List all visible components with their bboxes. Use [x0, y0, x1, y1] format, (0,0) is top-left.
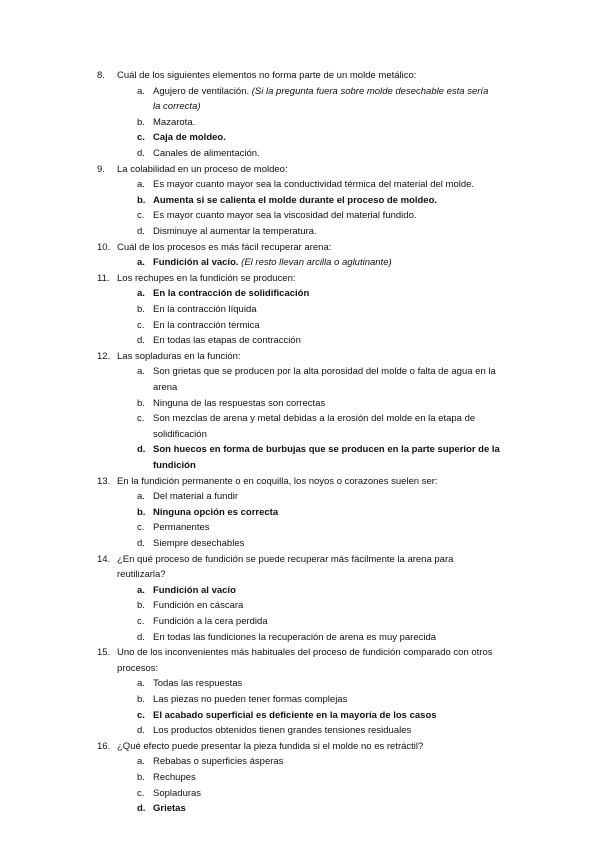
question-number: 14. [97, 553, 111, 565]
option-text: Fundición en cáscara [153, 600, 244, 612]
option-text: Los productos obtenidos tienen grandes tensiones residuales [153, 725, 412, 737]
option-letter: c. [137, 522, 145, 534]
option-line [153, 148, 260, 159]
option-text: En la contracción de solidificación [153, 288, 310, 300]
option-text: El acabado superficial es deficiente en la mayoría de los casos [153, 709, 437, 721]
question-number: 10. [97, 241, 111, 253]
option-text: fundición [153, 460, 196, 471]
option-text: Agujero de ventilación. [153, 85, 252, 97]
option-text: En la contracción líquida [153, 304, 257, 315]
question-text: ¿En qué proceso de fundición se puede recuperar más fácilmente la arena para [117, 553, 454, 565]
option-letter: d. [137, 444, 146, 456]
option-line [153, 803, 186, 814]
question-number: 15. [97, 647, 111, 659]
option-letter: a. [137, 257, 145, 269]
option-line [153, 616, 268, 627]
option-text: Ninguna opción es correcta [153, 506, 279, 518]
option-line [153, 288, 309, 299]
option-line [153, 522, 210, 533]
option-text: Grietas [153, 803, 186, 815]
question-text: Cuál de los siguientes elementos no forma parte de un molde metálico: [117, 70, 417, 81]
option-text: Del material a fundir [153, 491, 239, 503]
question-text: Uno de los inconvenientes más habituales del proceso de fundición comparado con otros [117, 647, 493, 659]
option-line [153, 632, 436, 643]
option-text: En todas las etapas de contracción [153, 335, 301, 347]
option-line [153, 507, 278, 518]
option-letter: a. [137, 491, 145, 503]
option-text: Sopladuras [153, 787, 202, 799]
option-line [153, 398, 325, 409]
option-letter: d. [137, 803, 146, 815]
option-line [153, 304, 257, 315]
option-text: solidificación [153, 428, 207, 440]
option-letter: c. [137, 132, 145, 144]
option-text: Canales de alimentación. [153, 148, 260, 159]
option-line [153, 320, 260, 331]
option-line [153, 460, 196, 471]
option-line [153, 195, 437, 206]
question-number: 11. [97, 272, 110, 284]
question-text: Los rechupes en la fundición se producen: [117, 272, 296, 284]
option-line [153, 538, 244, 549]
option-letter: b. [137, 506, 146, 518]
option-letter: c. [137, 616, 145, 627]
option-letter: c. [137, 413, 145, 425]
question-number: 12. [97, 350, 111, 362]
option-text: Disminuye al aumentar la temperatura. [153, 226, 317, 237]
option-text: Son grietas que se producen por la alta porosidad del molde o falta de agua en la [153, 366, 496, 378]
option-text: Son huecos en forma de burbujas que se producen en la parte superior de la [153, 444, 500, 456]
option-line [153, 86, 488, 97]
option-letter: b. [137, 397, 145, 409]
option-letter: b. [137, 772, 145, 783]
option-text: Las piezas no pueden tener formas complejas [153, 694, 348, 705]
option-letter: d. [137, 631, 145, 643]
option-line [153, 366, 496, 377]
option-note: (Si la pregunta fuera sobre molde desechable esta sería [251, 85, 489, 97]
question-text: Cuál de los procesos es más fácil recuperar arena: [117, 241, 332, 253]
option-letter: b. [137, 304, 145, 315]
option-letter: d. [137, 538, 145, 549]
option-line [153, 413, 475, 424]
question-number: 13. [97, 475, 111, 487]
option-letter: d. [137, 148, 145, 159]
option-letter: a. [137, 756, 145, 768]
option-line [153, 710, 437, 721]
question-text: reutilizarla? [117, 569, 166, 581]
option-text: En todas las fundiciones la recuperación de arena es muy parecida [153, 631, 437, 643]
option-note: la correcta) [153, 101, 201, 113]
option-line [153, 788, 201, 799]
question-number: 8. [97, 70, 105, 81]
option-text: Es mayor cuanto mayor sea la conductividad térmica del material del molde. [153, 179, 475, 191]
option-line [153, 132, 226, 143]
option-line [153, 444, 500, 455]
option-line [153, 600, 243, 611]
option-note: (El resto llevan arcilla o aglutinante) [238, 257, 392, 269]
option-text: En la contracción térmica [153, 319, 260, 331]
option-letter: b. [137, 600, 145, 612]
option-text: Aumenta si se calienta el molde durante el proceso de moldeo. [153, 194, 438, 206]
option-letter: a. [137, 678, 145, 690]
option-text: Ninguna de las respuestas son correctas [153, 397, 326, 409]
option-text: Son mezclas de arena y metal debidas a la erosión del molde en la etapa de [153, 413, 476, 425]
option-line [153, 429, 207, 440]
option-text: Mazarota. [153, 116, 196, 128]
option-line [153, 179, 474, 190]
option-letter: b. [137, 116, 145, 128]
option-text: Rechupes [153, 772, 196, 783]
question-number: 9. [97, 163, 105, 175]
option-text: arena [153, 382, 178, 393]
question-text: En la fundición permanente o en coquilla, los noyos o corazones suelen ser: [117, 475, 438, 487]
option-line [153, 117, 195, 128]
question-text: procesos: [117, 662, 159, 674]
option-letter: b. [137, 194, 146, 206]
question-text: Las sopladuras en la función: [117, 350, 241, 362]
option-text: Rebabas o superficies ásperas [153, 756, 284, 768]
option-text: Siempre desechables [153, 538, 245, 549]
option-text: Fundición al vacío [153, 584, 236, 596]
option-letter: c. [137, 210, 145, 222]
option-line [153, 382, 177, 393]
option-letter: b. [137, 694, 145, 705]
question-text: La colabilidad en un proceso de moldeo: [117, 163, 288, 175]
option-text: Fundición a la cera perdida [153, 616, 268, 627]
option-letter: d. [137, 226, 145, 237]
option-letter: a. [137, 288, 145, 300]
question-number: 16. [97, 740, 111, 752]
option-letter: d. [137, 335, 145, 347]
option-line [153, 335, 301, 346]
option-line [153, 756, 283, 767]
option-text: Todas las respuestas [153, 678, 243, 690]
option-line [153, 678, 242, 689]
option-line [153, 491, 238, 502]
option-letter: a. [137, 366, 145, 378]
option-letter: a. [137, 584, 145, 596]
option-letter: c. [137, 319, 145, 331]
option-text: Fundición al vacío. [153, 257, 239, 269]
option-line [153, 772, 196, 783]
question-text: ¿Qué efecto puede presentar la pieza fundida si el molde no es retráctil? [117, 740, 424, 752]
option-letter: a. [137, 179, 145, 191]
option-text: Caja de moldeo. [153, 132, 226, 144]
option-letter: d. [137, 725, 145, 737]
option-line [153, 725, 411, 736]
option-text: Permanentes [153, 522, 210, 534]
option-letter: a. [137, 85, 145, 97]
option-letter: c. [137, 787, 145, 799]
option-line [153, 226, 317, 237]
option-line [153, 257, 392, 268]
option-line [153, 210, 417, 221]
option-letter: c. [137, 709, 145, 721]
option-text: Es mayor cuanto mayor sea la viscosidad del material fundido. [153, 210, 417, 222]
option-line [153, 694, 347, 705]
option-line [153, 585, 236, 596]
